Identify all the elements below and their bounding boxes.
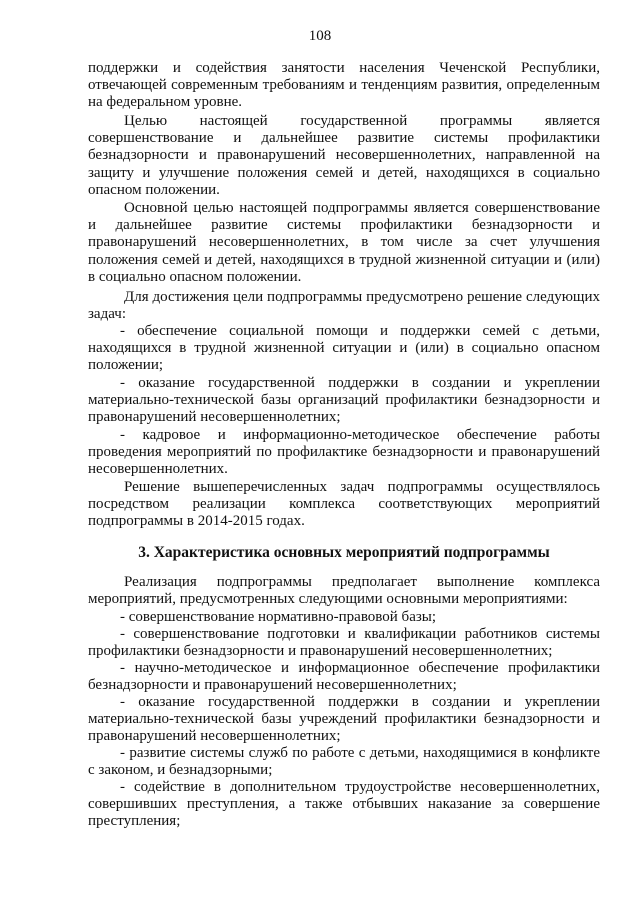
paragraph-implementation-summary: Решение вышеперечисленных задач подпрограммы осуществлялось посредством реализации комплекса соответствующих мероприятий подпрограммы в 2014-2015 годах. <box>88 479 600 530</box>
paragraph-continuation: поддержки и содействия занятости населения Чеченской Республики, отвечающей современным требованиям и тенденциям развития, определенным на федеральном уровне. <box>88 60 600 111</box>
paragraph-subprogram-goal: Основной целью настоящей подпрограммы является совершенствование и дальнейшее развитие системы профилактики безнадзорности и правонарушений несовершеннолетних, в том числе за счет улучшения положения семей и детей, находящихся в трудной жизненной ситуации и (или) в социально опасном положении. <box>88 200 600 285</box>
measure-item-material-base: - оказание государственной поддержки в создании и укреплении материально-технической базы учреждений профилактики безнадзорности и правонарушений несовершеннолетних; <box>88 694 600 745</box>
section-heading: 3. Характеристика основных мероприятий подпрограммы <box>138 544 550 561</box>
paragraph-tasks-intro: Для достижения цели подпрограммы предусмотрено решение следующих задач: <box>88 289 600 323</box>
task-item-staffing: - кадровое и информационно-методическое обеспечение работы проведения мероприятий по профилактике безнадзорности и правонарушений несовершеннолетних. <box>88 427 600 478</box>
task-item-social-help: - обеспечение социальной помощи и поддержки семей с детьми, находящихся в трудной жизненной ситуации и (или) в социально опасном положении; <box>88 323 600 374</box>
page-number: 108 <box>308 28 332 44</box>
measure-item-services: - развитие системы служб по работе с детьми, находящимися в конфликте с законом, и безнадзорными; <box>88 745 600 779</box>
measure-item-legal-base: - совершенствование нормативно-правовой базы; <box>120 609 437 625</box>
paragraph-program-goal: Целью настоящей государственной программы является совершенствование и дальнейшее развитие системы профилактики безнадзорности и правонарушений несовершеннолетних, направленной на защиту и улучшение положения семей и детей, находящихся в социально опасном положении. <box>88 113 600 198</box>
measure-item-methodology: - научно-методическое и информационное обеспечение профилактики безнадзорности и правонарушений несовершеннолетних; <box>88 660 600 694</box>
measure-item-staff-training: - совершенствование подготовки и квалификации работников системы профилактики безнадзорности и правонарушений несовершеннолетних; <box>88 626 600 660</box>
paragraph-section-intro: Реализация подпрограммы предполагает выполнение комплекса мероприятий, предусмотренных следующими основными мероприятиями: <box>88 574 600 608</box>
task-item-state-support: - оказание государственной поддержки в создании и укреплении материально-технической базы организаций профилактики безнадзорности и правонарушений несовершеннолетних; <box>88 375 600 426</box>
measure-item-employment: - содействие в дополнительном трудоустройстве несовершеннолетних, совершивших преступления, а также отбывших наказание за совершение преступления; <box>88 779 600 830</box>
